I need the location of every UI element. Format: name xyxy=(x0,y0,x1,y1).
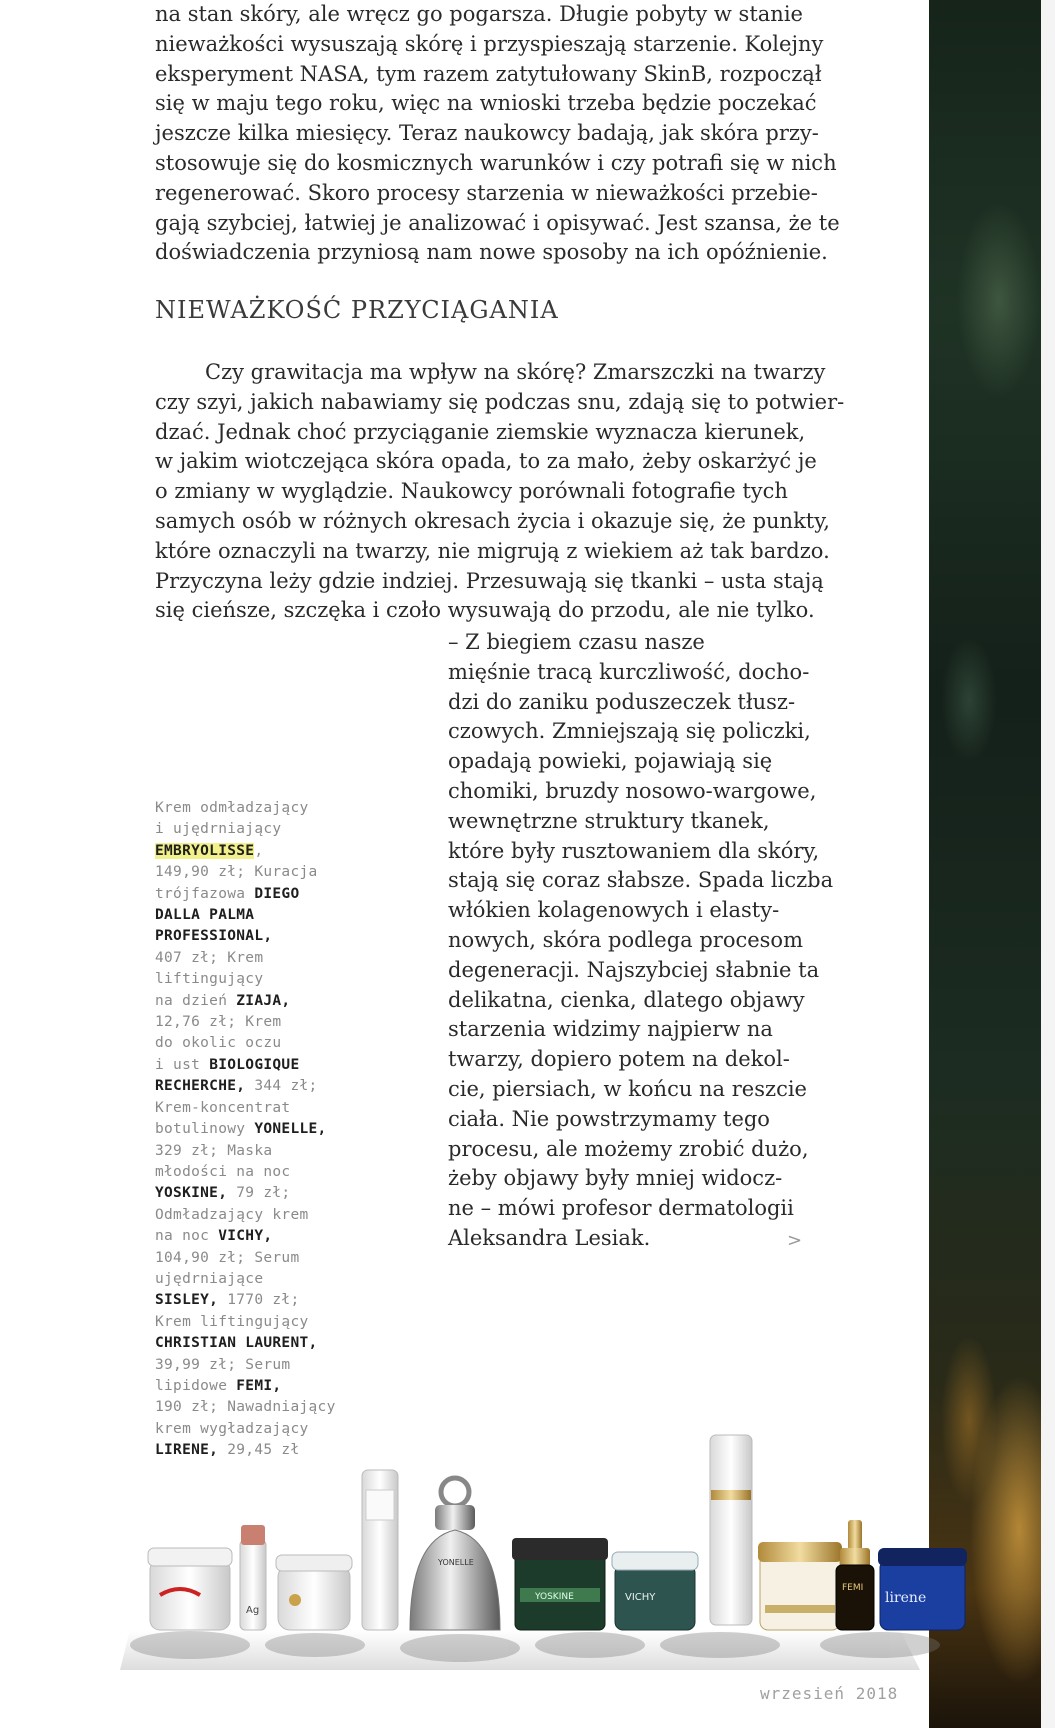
caption-text: botulinowy xyxy=(155,1121,255,1138)
femi-dropper-icon xyxy=(836,1520,874,1630)
caption-text: Krem-koncentrat xyxy=(155,1099,291,1116)
caption-text: 329 zł; Maska xyxy=(155,1142,273,1159)
caption-line xyxy=(155,798,405,819)
christian-laurent-jar-icon xyxy=(758,1542,842,1630)
caption-text: do okolic oczu xyxy=(155,1035,282,1052)
svg-text:Ag: Ag xyxy=(246,1605,260,1616)
yoskine-jar-icon xyxy=(512,1538,608,1630)
caption-text: 12,76 zł; Krem xyxy=(155,1014,282,1031)
quote-line: ne – mówi profesor dermatologii xyxy=(448,1196,794,1221)
caption-line xyxy=(155,1290,405,1311)
quote-line: opadają powieki, pojawiają się xyxy=(448,749,773,774)
intro-line: nieważkości wysuszają skórę i przyspieszają starzenie. Kolejny xyxy=(155,31,824,56)
quote-line: degeneracji. Najszybciej słabnie ta xyxy=(448,957,820,982)
caption-text: 1770 zł; xyxy=(218,1292,300,1309)
caption-text: trójfazowa xyxy=(155,885,255,902)
quote-line: żeby objawy były mniej widocz- xyxy=(448,1166,783,1191)
caption-text: 29,45 zł xyxy=(218,1442,300,1459)
caption-line xyxy=(155,1055,405,1076)
brand-name: FEMI, xyxy=(236,1377,282,1394)
brand-name: EMBRYOLISSE xyxy=(155,842,255,859)
ziaja-jar-icon xyxy=(276,1555,352,1630)
brand-name: YOSKINE, xyxy=(155,1185,228,1202)
section-heading: NIEWAŻKOŚĆ PRZYCIĄGANIA xyxy=(155,296,559,324)
caption-line xyxy=(155,1141,405,1162)
caption-line xyxy=(155,1333,405,1354)
caption-text: na noc xyxy=(155,1228,219,1245)
caption-line xyxy=(155,991,405,1012)
caption-line xyxy=(155,1248,405,1269)
caption-line xyxy=(155,819,405,840)
caption-line xyxy=(155,926,405,947)
brand-name: YONELLE, xyxy=(254,1121,327,1138)
brand-name: DALLA PALMA xyxy=(155,907,255,924)
main-line: czy szyi, jakich nabawiamy się podczas snu, zdają się to potwier- xyxy=(155,389,845,414)
intro-line: regenerować. Skoro procesy starzenia w nieważkości przebie- xyxy=(155,180,818,205)
main-line: które oznaczyli na twarzy, nie migrują z wiekiem aż tak bardzo. xyxy=(155,538,830,563)
brand-name: PROFESSIONAL, xyxy=(155,928,273,945)
caption-line xyxy=(155,905,405,926)
caption-line xyxy=(155,969,405,990)
continue-arrow-icon: > xyxy=(787,1230,803,1251)
caption-text: 104,90 zł; Serum xyxy=(155,1249,300,1266)
article-paragraph-quote xyxy=(448,628,834,1254)
brand-name: CHRISTIAN LAURENT, xyxy=(155,1335,318,1352)
intro-line: eksperyment NASA, tym razem zatytułowany SkinB, rozpoczął xyxy=(155,61,822,86)
quote-line: delikatna, cienka, dlatego objawy xyxy=(448,987,805,1012)
product-caption xyxy=(155,798,405,1462)
product-lineup-image xyxy=(120,1430,1000,1670)
caption-line xyxy=(155,1312,405,1333)
caption-text: i ust xyxy=(155,1056,210,1073)
article-paragraph-intro xyxy=(155,0,840,268)
lirene-jar-icon xyxy=(878,1548,967,1630)
intro-line: stosowuje się do kosmicznych warunków i czy potrafi się w nich xyxy=(155,150,837,175)
caption-text: 190 zł; Nawadniający xyxy=(155,1399,336,1416)
main-line: Czy grawitacja ma wpływ na skórę? Zmarszczki na twarzy xyxy=(205,360,826,384)
quote-line: procesu, ale możemy zrobić dużo, xyxy=(448,1136,809,1161)
intro-line: doświadczenia przyniosą nam nowe sposoby na ich opóźnienie. xyxy=(155,240,828,265)
intro-line: się w maju tego roku, więc na wnioski trzeba będzie poczekać xyxy=(155,91,817,116)
caption-text: krem wygładzający xyxy=(155,1420,309,1437)
caption-text: Krem odmładzający xyxy=(155,800,309,816)
quote-line: – Z biegiem czasu nasze xyxy=(448,630,705,654)
caption-line xyxy=(155,1226,405,1247)
brand-name: DIEGO xyxy=(254,885,300,902)
quote-line: cie, piersiach, w końcu na reszcie xyxy=(448,1076,807,1101)
brand-name: ZIAJA, xyxy=(236,992,291,1009)
caption-line xyxy=(155,1033,405,1054)
brand-name: VICHY, xyxy=(218,1228,273,1245)
yonelle-bottle-icon xyxy=(410,1478,500,1630)
caption-text: 79 zł; xyxy=(227,1185,291,1202)
caption-text: na dzień xyxy=(155,992,237,1009)
main-line: Przyczyna leży gdzie indziej. Przesuwają się tkanki – usta stają xyxy=(155,568,824,593)
intro-line: gają szybciej, łatwiej je analizować i opisywać. Jest szansa, że te xyxy=(155,210,840,235)
vichy-jar-icon xyxy=(612,1552,698,1630)
quote-line: twarzy, dopiero potem na dekol- xyxy=(448,1047,790,1072)
sisley-bottle-icon xyxy=(710,1435,752,1625)
caption-line xyxy=(155,1269,405,1290)
caption-line xyxy=(155,1183,405,1204)
caption-text: Odmładzający krem xyxy=(155,1206,309,1223)
main-line: o zmiany w wyglądzie. Naukowcy porównali fotografie tych xyxy=(155,479,788,504)
brand-name: BIOLOGIQUE xyxy=(209,1056,300,1073)
footer-issue-date: wrzesień 2018 xyxy=(760,1684,899,1703)
main-line: się cieńsze, szczęka i czoło wysuwają do przodu, ale nie tylko. xyxy=(155,598,815,623)
quote-line: dzi do zaniku poduszeczek tłusz- xyxy=(448,689,796,714)
quote-line: czowych. Zmniejszają się policzki, xyxy=(448,719,811,744)
caption-text: młodości na noc xyxy=(155,1163,291,1180)
main-line: samych osób w różnych okresach życia i okazuje się, że punkty, xyxy=(155,508,830,533)
brand-name: SISLEY, xyxy=(155,1292,219,1309)
caption-text: lipidowe xyxy=(155,1377,237,1394)
intro-line: na stan skóry, ale wręcz go pogarsza. Długie pobyty w stanie xyxy=(155,2,803,26)
caption-line xyxy=(155,1098,405,1119)
caption-text: 344 zł; xyxy=(245,1078,318,1095)
quote-line: które były rusztowaniem dla skóry, xyxy=(448,838,820,863)
caption-line xyxy=(155,862,405,883)
brand-name: RECHERCHE, xyxy=(155,1078,246,1095)
page-edge xyxy=(1041,0,1055,1728)
caption-text: 149,90 zł; Kuracja xyxy=(155,864,318,881)
caption-line xyxy=(155,1119,405,1140)
caption-line xyxy=(155,1355,405,1376)
svg-text:lirene: lirene xyxy=(885,1590,927,1606)
caption-line xyxy=(155,1376,405,1397)
caption-text: liftingujący xyxy=(155,971,264,988)
caption-line xyxy=(155,948,405,969)
caption-text: 39,99 zł; Serum xyxy=(155,1356,291,1373)
caption-text: 407 zł; Krem xyxy=(155,949,264,966)
quote-line: ciała. Nie powstrzymamy tego xyxy=(448,1106,770,1131)
biologique-tube-icon xyxy=(362,1470,398,1630)
svg-text:VICHY: VICHY xyxy=(625,1592,656,1603)
brand-name: LIRENE, xyxy=(155,1442,219,1459)
caption-text: Krem liftingujący xyxy=(155,1313,309,1330)
quote-line: mięśnie tracą kurczliwość, docho- xyxy=(448,659,810,684)
svg-text:YONELLE: YONELLE xyxy=(438,1558,474,1567)
caption-line xyxy=(155,1076,405,1097)
quote-line: wewnętrzne struktury tkanek, xyxy=(448,808,770,833)
caption-line xyxy=(155,1012,405,1033)
quote-line: chomiki, bruzdy nosowo-wargowe, xyxy=(448,778,817,803)
diego-vial-icon xyxy=(240,1525,266,1630)
quote-line: włókien kolagenowych i elasty- xyxy=(448,898,780,923)
caption-line xyxy=(155,841,405,862)
caption-line xyxy=(155,1205,405,1226)
svg-text:FEMI: FEMI xyxy=(842,1583,864,1593)
main-line: w jakim wiotczejąca skóra opada, to za mało, żeby oskarżyć je xyxy=(155,449,817,474)
quote-line: Aleksandra Lesiak. xyxy=(448,1225,651,1250)
intro-line: jeszcze kilka miesięcy. Teraz naukowcy badają, jak skóra przy- xyxy=(155,121,819,146)
quote-line: nowych, skóra podlega procesom xyxy=(448,927,803,952)
caption-line xyxy=(155,1162,405,1183)
embryolisse-jar-icon xyxy=(148,1548,232,1630)
caption-text: , xyxy=(254,842,264,859)
svg-text:YOSKINE: YOSKINE xyxy=(535,1592,574,1602)
quote-line: starzenia widzimy najpierw na xyxy=(448,1017,773,1042)
caption-line xyxy=(155,884,405,905)
quote-line: stają się coraz słabsze. Spada liczba xyxy=(448,868,834,893)
caption-line xyxy=(155,1397,405,1418)
main-line: dzać. Jednak choć przyciąganie ziemskie wyznacza kierunek, xyxy=(155,419,806,444)
article-paragraph-main xyxy=(155,358,845,626)
caption-text: ujędrniające xyxy=(155,1270,264,1287)
caption-text: i ujędrniający xyxy=(155,821,282,838)
